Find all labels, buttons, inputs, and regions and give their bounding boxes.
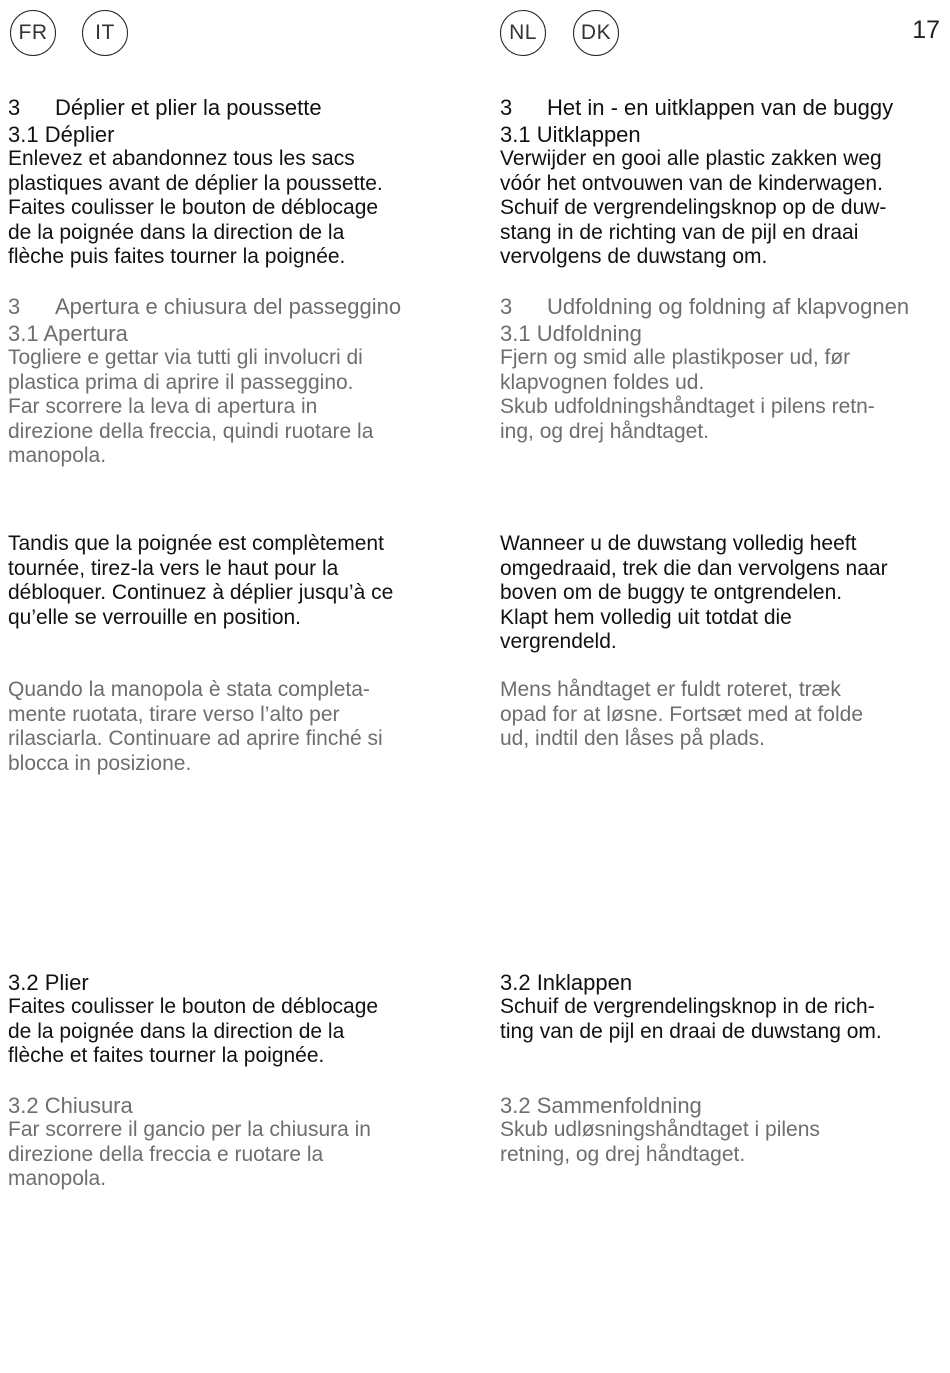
fr-fold-section — [8, 970, 458, 1069]
paragraph-line: Faites coulisser le bouton de déblocage — [8, 995, 379, 1018]
paragraph-line: débloquer. Continuez à déplier jusqu’à ce — [8, 581, 394, 605]
paragraph-line: Schuif de vergrendelingsknop op de duw- — [500, 196, 887, 220]
section-title: Udfoldning og foldning af klapvognen — [547, 294, 910, 319]
section-title: Déplier et plier la poussette — [55, 95, 322, 120]
paragraph-line: qu’elle se verrouille en position. — [8, 605, 302, 629]
paragraph-line: mente ruotata, tirare verso l’alto per — [8, 702, 340, 726]
paragraph-line: Klapt hem volledig uit totdat die — [500, 605, 792, 629]
paragraph-line: ting van de pijl en draai de duwstang om. — [500, 1019, 882, 1043]
paragraph-line: direzione della freccia, quindi ruotare la — [8, 419, 374, 443]
nl-unfold-section — [500, 94, 950, 270]
fr-unfold-section — [8, 94, 458, 270]
section-heading — [500, 94, 950, 122]
section-title: Het in - en uitklappen van de buggy — [547, 95, 894, 120]
subsection-title: 3.1 Uitklappen — [500, 122, 641, 147]
paragraph-line: de la poignée dans la direction de la — [8, 1019, 345, 1043]
subsection-title: 3.2 Chiusura — [8, 1093, 133, 1118]
dk-fold-section — [500, 1093, 950, 1167]
section-number: 3 — [500, 95, 513, 120]
it-fold-section — [8, 1093, 458, 1192]
dk-continue-paragraph — [500, 678, 950, 752]
nl-fold-section — [500, 970, 950, 1044]
paragraph-line: Tandis que la poignée est complètement — [8, 532, 384, 555]
paragraph-line: stang in de richting van de pijl en draai — [500, 220, 859, 244]
language-badge-nl: NL — [500, 10, 546, 56]
paragraph-line: tournée, tirez-la vers le haut pour la — [8, 556, 339, 580]
it-continue-paragraph — [8, 678, 458, 776]
it-unfold-section — [8, 293, 458, 469]
section-number: 3 — [8, 294, 21, 319]
paragraph-line: manopola. — [8, 1167, 107, 1191]
paragraph-line: vóór het ontvouwen van de kinderwagen. — [500, 171, 883, 195]
section-title: Apertura e chiusura del passeggino — [55, 294, 402, 319]
language-badge-it: IT — [82, 10, 128, 56]
subsection-title: 3.1 Déplier — [8, 122, 115, 147]
paragraph-line: plastica prima di aprire il passeggino. — [8, 370, 354, 394]
paragraph-line: Togliere e gettar via tutti gli involucri di — [8, 346, 363, 369]
nl-continue-paragraph — [500, 532, 950, 655]
language-badge-fr: FR — [10, 10, 56, 56]
subsection-title: 3.2 Sammenfoldning — [500, 1093, 702, 1118]
subsection-title: 3.1 Apertura — [8, 321, 128, 346]
subsection-title: 3.2 Inklappen — [500, 970, 633, 995]
paragraph-line: opad for at løsne. Fortsæt med at folde — [500, 702, 864, 726]
paragraph-line: Schuif de vergrendelingsknop in de rich- — [500, 995, 875, 1018]
paragraph-line: Skub udløsningshåndtaget i pilens — [500, 1118, 820, 1141]
subsection-title: 3.1 Udfoldning — [500, 321, 642, 346]
paragraph-line: Quando la manopola è stata completa- — [8, 678, 370, 701]
page-number: 17 — [912, 16, 940, 44]
paragraph-line: Fjern og smid alle plastikposer ud, før — [500, 346, 851, 369]
paragraph-line: boven om de buggy te ontgrendelen. — [500, 581, 843, 605]
section-heading — [8, 94, 458, 122]
paragraph-line: de la poignée dans la direction de la — [8, 220, 345, 244]
paragraph-line: blocca in posizione. — [8, 751, 192, 775]
language-badge-dk: DK — [573, 10, 619, 56]
section-number: 3 — [8, 95, 21, 120]
paragraph-line: flèche et faites tourner la poignée. — [8, 1044, 325, 1068]
paragraph-line: plastiques avant de déplier la poussette. — [8, 171, 383, 195]
paragraph-line: ing, og drej håndtaget. — [500, 419, 709, 443]
paragraph-line: vergrendeld. — [500, 630, 617, 654]
paragraph-line: Far scorrere il gancio per la chiusura in — [8, 1118, 371, 1141]
section-heading — [500, 293, 950, 321]
section-number: 3 — [500, 294, 513, 319]
paragraph-line: ud, indtil den låses på plads. — [500, 727, 766, 751]
paragraph-line: Wanneer u de duwstang volledig heeft — [500, 532, 857, 555]
paragraph-line: Faites coulisser le bouton de déblocage — [8, 196, 379, 220]
fr-continue-paragraph — [8, 532, 458, 630]
paragraph-line: Verwijder en gooi alle plastic zakken weg — [500, 147, 882, 170]
dk-unfold-section — [500, 293, 950, 444]
paragraph-line: Skub udfoldningshåndtaget i pilens retn- — [500, 395, 875, 419]
section-heading — [8, 293, 458, 321]
paragraph-line: flèche puis faites tourner la poignée. — [8, 245, 346, 269]
paragraph-line: direzione della freccia e ruotare la — [8, 1142, 324, 1166]
paragraph-line: vervolgens de duwstang om. — [500, 245, 768, 269]
paragraph-line: omgedraaid, trek die dan vervolgens naar — [500, 556, 888, 580]
paragraph-line: retning, og drej håndtaget. — [500, 1142, 746, 1166]
paragraph-line: Enlevez et abandonnez tous les sacs — [8, 147, 355, 170]
subsection-title: 3.2 Plier — [8, 970, 89, 995]
paragraph-line: rilasciarla. Continuare ad aprire finché si — [8, 727, 383, 751]
paragraph-line: Far scorrere la leva di apertura in — [8, 395, 318, 419]
paragraph-line: manopola. — [8, 444, 107, 468]
paragraph-line: Mens håndtaget er fuldt roteret, træk — [500, 678, 841, 701]
paragraph-line: klapvognen foldes ud. — [500, 370, 705, 394]
